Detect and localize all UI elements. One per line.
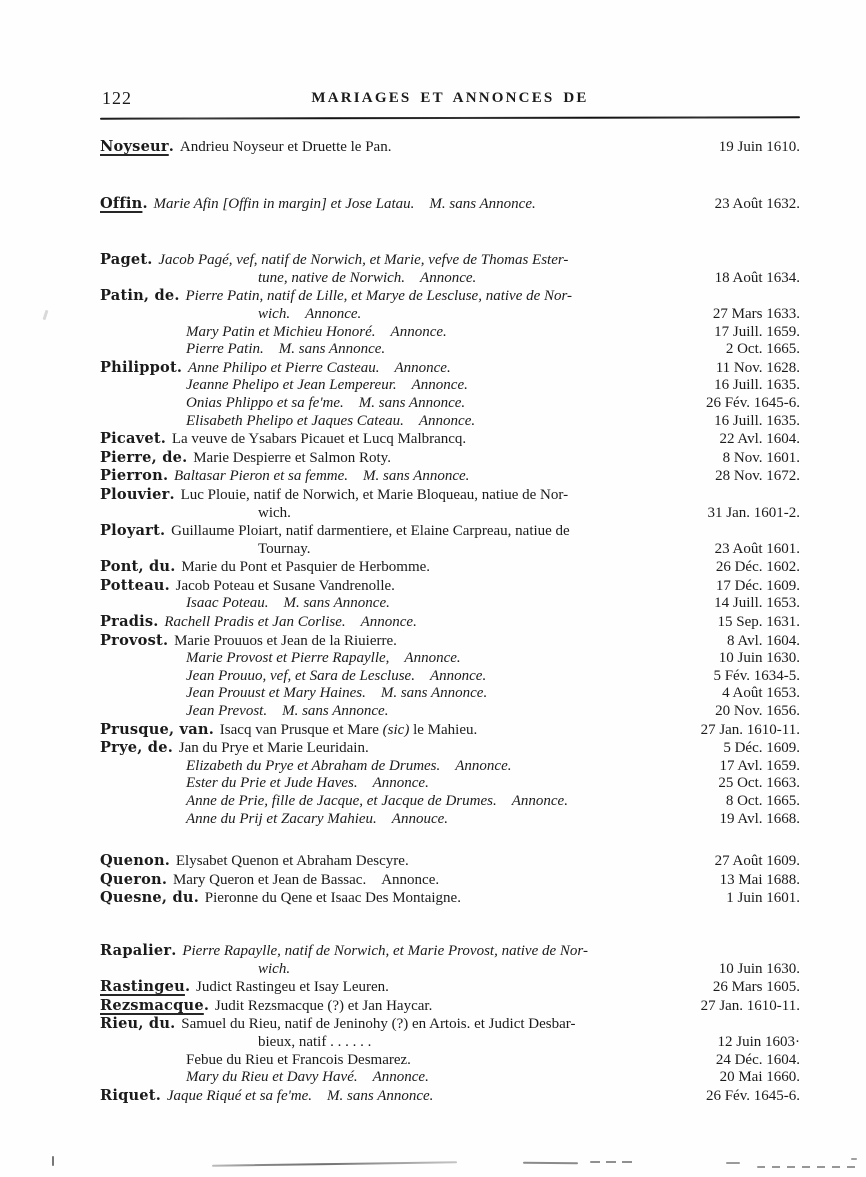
entry-row [100, 558, 800, 577]
entry-text-segment: Andrieu Noyseur et Druette le Pan. [179, 139, 392, 155]
entry-line [100, 270, 682, 288]
entry-text [100, 467, 682, 486]
entry-text-segment: Baltasar Pieron et sa femme. M. sans Annonce. [174, 468, 470, 485]
entry-text [100, 595, 682, 613]
entry-row [100, 1069, 800, 1087]
entry-text [100, 1069, 682, 1087]
entry-line [100, 541, 682, 559]
headword-period: . [162, 467, 169, 485]
entry-text-segment: Judit Rezsmacque (?) et Jan Haycar. [214, 997, 433, 1014]
entry-date: 8 Oct. 1665. [725, 793, 800, 809]
entries-list [100, 138, 800, 1105]
entry-text [100, 341, 682, 359]
entry-line [100, 505, 682, 523]
headword-period: . [184, 978, 191, 996]
entry-headword: Queron [100, 870, 162, 888]
entry-headword: Pont, du [100, 558, 171, 576]
entry-date: 24 Déc. 1604. [715, 1051, 800, 1068]
entry-text-segment: Ester du Prie et Jude Haves. Annonce. [186, 775, 429, 792]
entry-line [100, 852, 682, 871]
entry-text [100, 377, 682, 395]
headword-period: . [168, 138, 174, 155]
entry-text-segment: Elizabeth du Prye et Abraham de Drumes. Annonce. [186, 757, 512, 774]
entry-line [100, 359, 682, 378]
entry-text-segment: La veuve de Ysabars Picauet et Lucq Malbrancq. [171, 431, 467, 448]
entry-text-segment: Jean Prouuo, vef, et Sara de Lescluse. Annonce. [186, 667, 487, 684]
entry-text [100, 852, 682, 871]
entry-text-segment: Isacq van Prusque et Mare [219, 721, 383, 738]
entry-text [100, 138, 682, 157]
entry-text-segment: Pieronne du Qene et Isaac Des Montaigne. [204, 890, 461, 907]
entry-date: 8 Nov. 1601. [722, 449, 800, 466]
entry-text-segment: Febue du Rieu et Francois Desmarez. [186, 1051, 411, 1068]
entry-line [100, 685, 682, 703]
entry-text-segment: Mary Patin et Michieu Honoré. Annonce. [186, 323, 447, 340]
entry-line [100, 558, 682, 577]
entry-line [100, 413, 682, 431]
entry-text [100, 1087, 682, 1106]
entry-headword: Rastingeu [100, 978, 185, 996]
entry-text-segment: (sic) [382, 721, 410, 738]
entry-date: 11 Nov. 1628. [715, 359, 800, 376]
entry-text-segment: Anne du Prij et Zacary Mahieu. Annouce. [186, 810, 449, 827]
entry-date: 17 Avl. 1659. [719, 757, 800, 774]
entry-text [100, 632, 682, 651]
headword-period: . [155, 1086, 161, 1104]
entry-row [100, 377, 800, 395]
entry-text [100, 668, 682, 686]
entry-text [100, 793, 682, 811]
entry-row [100, 430, 800, 449]
entry-date: 10 Juin 1630. [718, 960, 800, 977]
entry-date: 17 Déc. 1609. [715, 577, 800, 594]
entry-headword: Prusque, van [100, 720, 209, 738]
entry-date: 22 Avl. 1604. [719, 431, 800, 448]
entry-text-segment: Luc Plouie, natif de Norwich, et Marie Bloqueau, natiue de Nor- [180, 486, 569, 503]
scan-artifact [726, 1162, 740, 1164]
entry-row [100, 1052, 800, 1070]
entry-text [100, 577, 682, 596]
entry-line [100, 871, 682, 890]
entry-date: 28 Nov. 1672. [715, 468, 800, 485]
entry-text [100, 522, 682, 558]
entry-date: 25 Oct. 1663. [718, 775, 800, 792]
entry-headword: Philippot [100, 358, 177, 376]
entry-line [100, 467, 682, 486]
entry-row [100, 138, 800, 157]
entry-date: 19 Juin 1610. [718, 139, 800, 155]
headword-period: . [193, 889, 199, 907]
entry-line [100, 324, 682, 342]
entry-row [100, 413, 800, 431]
headword-period: . [167, 739, 173, 757]
entry-row [100, 758, 800, 776]
entry-date: 27 Mars 1633. [712, 305, 800, 322]
entry-row [100, 195, 800, 214]
entry-date: 17 Juill. 1659. [714, 323, 800, 340]
entry-row [100, 942, 800, 978]
entry-headword: Pierre, de [100, 448, 183, 466]
scan-artifact [52, 1156, 54, 1166]
entry-headword: Quenon [100, 852, 165, 870]
entry-row [100, 703, 800, 721]
entry-text-segment: Jean Prevost. M. sans Annonce. [186, 703, 389, 720]
entry-line [100, 775, 682, 793]
entry-headword: Plouvier [100, 485, 170, 503]
entry-headword: Rapalier [100, 941, 172, 959]
entry-text [100, 811, 682, 829]
entry-text-segment: Marie Prouuos et Jean de la Riuierre. [174, 632, 397, 649]
entry-row [100, 287, 800, 323]
entry-text-segment: Jacob Poteau et Susane Vandrenolle. [175, 577, 395, 594]
entry-date: 1 Juin 1601. [726, 890, 800, 907]
entry-text-segment: Rachell Pradis et Jan Corlise. Annonce. [164, 614, 417, 631]
entry-date: 27 Août 1609. [714, 853, 800, 870]
entry-row [100, 668, 800, 686]
entry-text-segment: Pierre Patin. M. sans Annonce. [186, 341, 386, 358]
entry-text [100, 650, 682, 668]
entry-line [100, 1069, 682, 1087]
headword-period: . [203, 996, 209, 1014]
entry-date: 15 Sep. 1631. [717, 614, 800, 631]
entry-text-segment: Anne de Prie, fille de Jacque, et Jacque de Drumes. Annonce. [186, 793, 568, 809]
entry-line [100, 668, 682, 686]
headword-period: . [147, 251, 153, 269]
entry-date: 12 Juin 1603· [717, 1033, 800, 1050]
entry-row [100, 324, 800, 342]
entry-text-segment: Jacob Pagé, vef, natif de Norwich, et Marie, vefve de Thomas Ester- [158, 252, 569, 269]
entry-date: 2 Oct. 1665. [725, 341, 800, 358]
scan-artifact [851, 1158, 857, 1160]
scan-artifact [590, 1161, 638, 1163]
entry-text-segment: Anne Philipo et Pierre Casteau. Annonce. [188, 359, 451, 376]
entry-date: 19 Avl. 1668. [719, 810, 800, 827]
entry-line [100, 978, 682, 997]
entry-date: 16 Juill. 1635. [714, 377, 800, 394]
entry-text-segment: Isaac Poteau. M. sans Annonce. [186, 595, 390, 612]
entry-row [100, 395, 800, 413]
headword-period: . [170, 1015, 176, 1033]
headword-period: . [162, 631, 169, 649]
entry-text-segment: wich. [258, 504, 291, 521]
entry-text [100, 978, 682, 997]
entry-line [100, 721, 682, 740]
entry-row [100, 486, 800, 522]
entry-text [100, 703, 682, 721]
entry-line [100, 650, 682, 668]
entry-text [100, 889, 682, 908]
entry-text-segment: wich. Annonce. [258, 305, 362, 322]
entry-text [100, 721, 682, 740]
entry-text-segment: Jaque Riqué et sa fe'me. M. sans Annonce. [166, 1087, 434, 1104]
entry-text [100, 685, 682, 703]
entry-line [100, 632, 682, 651]
headword-period: . [142, 194, 148, 212]
entry-headword: Prye, de [100, 739, 168, 757]
entry-text [100, 997, 682, 1016]
entry-row [100, 632, 800, 651]
entry-line [100, 430, 682, 449]
entry-headword: Picavet [100, 430, 161, 448]
entry-text [100, 942, 682, 978]
entry-headword: Rieu, du [100, 1015, 171, 1033]
entry-row [100, 721, 800, 740]
entry-text-segment: le Mahieu. [409, 721, 478, 738]
entry-row [100, 852, 800, 871]
headword-period: . [176, 358, 182, 376]
entry-text-segment: Tournay. [258, 540, 311, 557]
entry-line [100, 889, 682, 908]
entry-row [100, 1015, 800, 1051]
entry-line [100, 997, 682, 1016]
scan-artifact [523, 1162, 578, 1164]
entry-line [100, 306, 682, 324]
entry-text-segment: Marie Despierre et Salmon Roty. [193, 449, 391, 466]
entry-date: 20 Mai 1660. [719, 1069, 800, 1086]
entry-text [100, 613, 682, 632]
entry-line [100, 395, 682, 413]
headword-period: . [160, 430, 166, 448]
page-header [100, 88, 800, 112]
entry-line [100, 1087, 682, 1106]
entry-row [100, 341, 800, 359]
entry-headword: Pierron [100, 467, 163, 485]
headword-period: . [153, 613, 159, 631]
entry-headword: Pradis [100, 613, 154, 631]
scan-artifact [212, 1161, 457, 1166]
entry-date: 5 Déc. 1609. [723, 740, 800, 757]
entry-date: 26 Mars 1605. [712, 979, 800, 996]
entry-text [100, 430, 682, 449]
entry-line [100, 486, 682, 505]
entry-line [100, 577, 682, 596]
entry-row [100, 978, 800, 997]
entry-line [100, 942, 682, 961]
entry-headword: Offin [100, 194, 143, 212]
entry-line [100, 1034, 682, 1052]
entry-line [100, 251, 682, 270]
entry-text-segment: Mary Queron et Jean de Bassac. Annonce. [172, 871, 440, 888]
page-number: 122 [102, 88, 132, 108]
entry-date: 18 Août 1634. [714, 269, 800, 286]
entry-text [100, 558, 682, 577]
entry-text [100, 449, 682, 468]
headword-period: . [182, 448, 188, 466]
entry-text-segment: Pierre Rapaylle, natif de Norwich, et Marie Provost, native de Nor- [182, 942, 588, 959]
entry-text-segment: Jan du Prye et Marie Leuridain. [178, 740, 369, 757]
entry-text [100, 486, 682, 522]
entry-headword: Ployart [100, 522, 161, 540]
entry-line [100, 961, 682, 979]
entry-row [100, 522, 800, 558]
entry-text [100, 324, 682, 342]
headword-period: . [171, 941, 177, 959]
headword-period: . [160, 522, 166, 540]
entry-line [100, 739, 682, 758]
entry-line [100, 522, 682, 541]
entry-text [100, 871, 682, 890]
entry-date: 23 Août 1601. [714, 540, 800, 557]
headword-period: . [161, 870, 167, 888]
entry-text [100, 758, 682, 776]
entry-headword: Patin, de [100, 287, 175, 305]
entry-row [100, 577, 800, 596]
entry-line [100, 613, 682, 632]
entry-date: 13 Mai 1688. [719, 871, 800, 888]
entry-text-segment: Pierre Patin, natif de Lille, et Marye de Lescluse, native de Nor- [185, 288, 573, 305]
header-rule [100, 116, 800, 119]
entry-line [100, 758, 682, 776]
entry-date: 23 Août 1632. [714, 195, 800, 212]
entry-line [100, 341, 682, 359]
entry-text-segment: bieux, natif . . . . . . [258, 1033, 372, 1050]
headword-period: . [170, 558, 176, 576]
entry-line [100, 703, 682, 721]
entry-date: 5 Fév. 1634-5. [713, 667, 800, 684]
entry-row [100, 793, 800, 811]
entry-text-segment: Marie du Pont et Pasquier de Herbomme. [181, 559, 431, 576]
entry-text-segment: Jeanne Phelipo et Jean Lempereur. Annonce. [186, 377, 468, 394]
entry-text-segment: tune, native de Norwich. Annonce. [258, 269, 477, 286]
entry-row [100, 889, 800, 908]
entry-text-segment: Onias Phlippo et sa fe'me. M. sans Annonce. [186, 394, 466, 411]
entry-text-segment: Guillaume Ploiart, natif darmentiere, et Elaine Carpreau, natiue de [171, 523, 570, 540]
entry-date: 20 Nov. 1656. [715, 703, 800, 720]
entry-text [100, 359, 682, 378]
entry-row [100, 467, 800, 486]
entry-row [100, 811, 800, 829]
text-block [100, 88, 800, 1105]
entry-text [100, 1052, 682, 1070]
entry-text [100, 287, 682, 323]
entry-text [100, 1015, 682, 1051]
entry-headword: Quesne, du [100, 889, 194, 907]
entry-line [100, 195, 682, 214]
entry-date: 14 Juill. 1653. [714, 595, 800, 612]
entry-line [100, 138, 682, 157]
entry-text [100, 739, 682, 758]
entry-row [100, 997, 800, 1016]
entry-row [100, 449, 800, 468]
entry-date: 10 Juin 1630. [718, 650, 800, 667]
running-title: MARIAGES ET ANNONCES DE [311, 90, 589, 106]
entry-row [100, 685, 800, 703]
entry-line [100, 595, 682, 613]
scan-artifact [757, 1166, 857, 1168]
entry-row [100, 1087, 800, 1106]
headword-period: . [174, 287, 180, 305]
entry-date: 8 Avl. 1604. [726, 632, 800, 649]
entry-line [100, 449, 682, 468]
headword-period: . [164, 576, 170, 594]
headword-period: . [208, 720, 214, 738]
entry-row [100, 739, 800, 758]
headword-period: . [164, 852, 170, 870]
entry-line [100, 1052, 682, 1070]
entry-date: 4 Août 1653. [722, 685, 800, 702]
entry-headword: Riquet [100, 1086, 156, 1104]
entry-date: 27 Jan. 1610-11. [700, 997, 800, 1014]
entry-headword: Noyseur [100, 138, 169, 155]
entry-headword: Paget [100, 251, 148, 269]
entry-headword: Potteau [100, 576, 165, 594]
entry-line [100, 287, 682, 306]
entry-text [100, 195, 682, 214]
entry-row [100, 650, 800, 668]
entry-row [100, 613, 800, 632]
entry-date: 27 Jan. 1610-11. [700, 721, 800, 738]
entry-headword: Rezsmacque [100, 996, 204, 1014]
entry-text-segment: Judict Rastingeu et Isay Leuren. [196, 979, 389, 996]
entry-text [100, 251, 682, 287]
entry-date: 26 Fév. 1645-6. [705, 394, 800, 411]
scan-artifact [43, 310, 49, 320]
entry-text-segment: Marie Provost et Pierre Rapaylle, Annonce. [186, 650, 461, 667]
entry-line [100, 1015, 682, 1034]
entry-row [100, 251, 800, 287]
entry-headword: Provost [100, 631, 163, 649]
entry-row [100, 775, 800, 793]
entry-row [100, 871, 800, 890]
entry-date: 26 Déc. 1602. [715, 559, 800, 576]
headword-period: . [169, 485, 175, 503]
entry-row [100, 595, 800, 613]
entry-text-segment: wich. [258, 960, 291, 977]
entry-text-segment: Elisabeth Phelipo et Jaques Cateau. Annonce. [186, 412, 476, 429]
entry-date: 26 Fév. 1645-6. [705, 1087, 800, 1104]
entry-text-segment: Marie Afin [Offin in margin] et Jose Latau. M. sans Annonce. [153, 195, 536, 212]
entry-text-segment: Mary du Rieu et Davy Havé. Annonce. [186, 1069, 429, 1086]
entry-date: 16 Juill. 1635. [714, 412, 800, 429]
entry-text-segment: Jean Prouust et Mary Haines. M. sans Annonce. [186, 685, 488, 702]
entry-date: 31 Jan. 1601-2. [707, 504, 800, 521]
entry-row [100, 359, 800, 378]
entry-text-segment: Samuel du Rieu, natif de Jeninohy (?) en Artois. et Judict Desbar- [181, 1016, 576, 1033]
entry-line [100, 793, 682, 811]
entry-line [100, 377, 682, 395]
entry-text [100, 395, 682, 413]
entry-text-segment: Elysabet Quenon et Abraham Descyre. [175, 853, 409, 870]
entry-text [100, 413, 682, 431]
entry-text [100, 775, 682, 793]
entry-line [100, 811, 682, 829]
